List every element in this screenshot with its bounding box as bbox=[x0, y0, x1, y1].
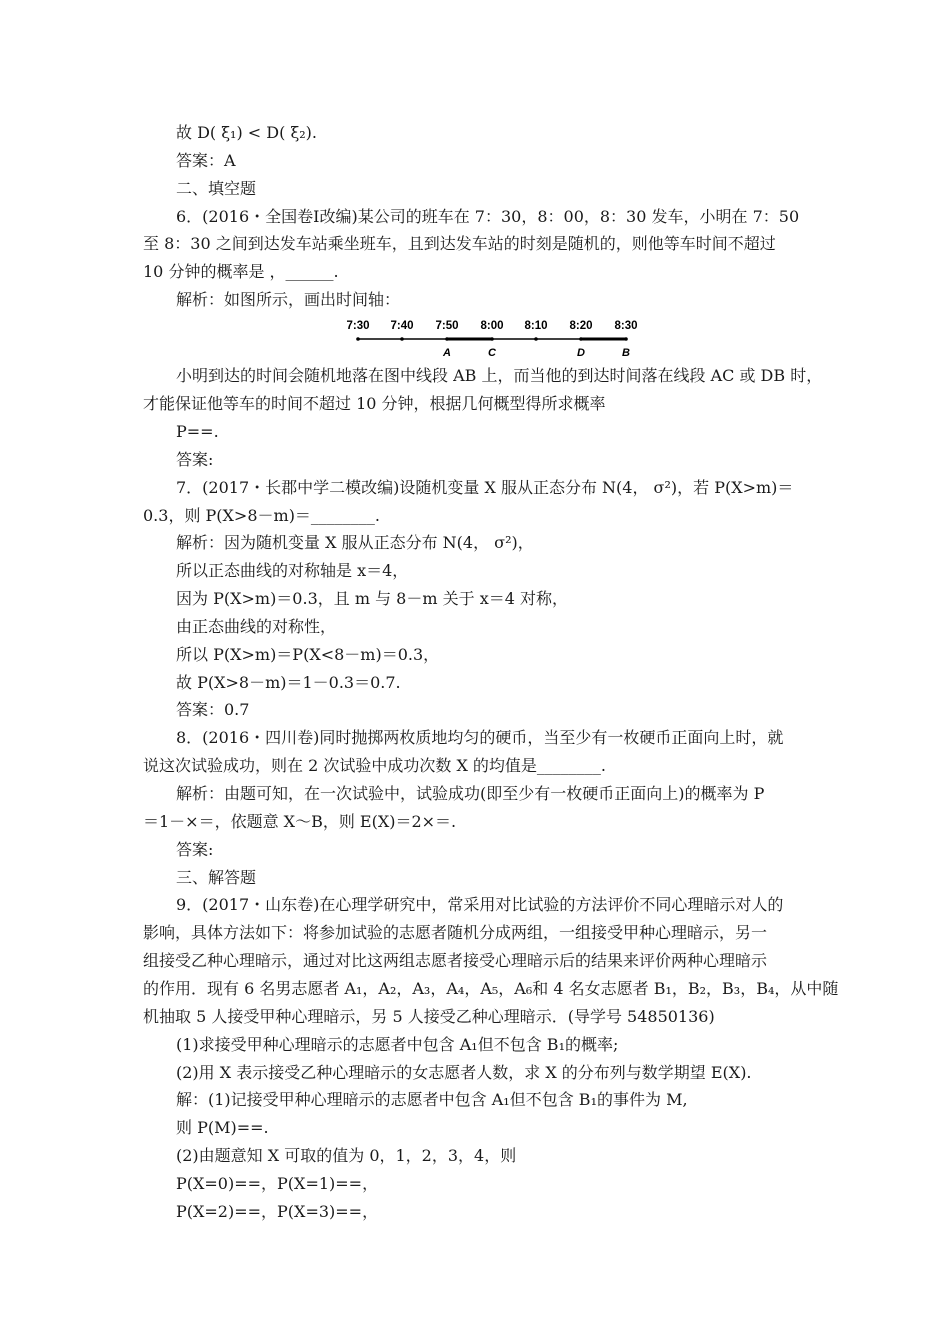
text-line: 小明到达的时间会随机地落在图中线段 AB 上，而当他的到达时间落在线段 AC 或 DB 时， bbox=[176, 366, 823, 385]
text-line: 6．(2016・全国卷Ⅰ改编)某公司的班车在 7：30，8：00，8：30 发车，小明在 7：50 bbox=[176, 207, 800, 226]
text-line: 说这次试验成功，则在 2 次试验中成功次数 X 的均值是________. bbox=[143, 756, 607, 775]
text-line: 才能保证他等车的时间不超过 10 分钟，根据几何概型得所求概率 bbox=[143, 394, 606, 413]
text-line: ＝1－×＝，依题意 X～B，则 E(X)＝2×＝. bbox=[143, 812, 457, 831]
text-line: 解析：由题可知，在一次试验中，试验成功(即至少有一枚硬币正面向上)的概率为 P bbox=[176, 784, 765, 803]
point-label-b: B bbox=[622, 347, 630, 359]
text-line: 答案：A bbox=[176, 151, 236, 170]
time-label: 8:00 bbox=[480, 320, 504, 332]
text-line: (2)用 X 表示接受乙种心理暗示的女志愿者人数，求 X 的分布列与数学期望 E(X). bbox=[176, 1063, 752, 1082]
text-line: P(X=0)==，P(X=1)==， bbox=[176, 1174, 379, 1193]
text-line: 9．(2017・山东卷)在心理学研究中，常采用对比试验的方法评价不同心理暗示对人的 bbox=[176, 895, 784, 914]
section-heading: 二、填空题 bbox=[176, 179, 257, 198]
text-line: 至 8：30 之间到达发车站乘坐班车，且到达发车站的时刻是随机的，则他等车时间不超过 bbox=[143, 234, 776, 253]
point-label-a: A bbox=[443, 347, 451, 359]
time-label: 7:40 bbox=[390, 320, 414, 332]
text-line: 所以正态曲线的对称轴是 x＝4， bbox=[176, 561, 409, 580]
tick-dot bbox=[400, 337, 404, 341]
time-axis-figure bbox=[340, 316, 650, 362]
text-line: 则 P(M)==. bbox=[176, 1118, 269, 1137]
text-line: 机抽取 5 人接受甲种心理暗示，另 5 人接受乙种心理暗示．(导学号 54850136) bbox=[143, 1007, 715, 1026]
text-line: 组接受乙种心理暗示，通过对比这两组志愿者接受心理暗示后的结果来评价两种心理暗示 bbox=[143, 951, 768, 970]
tick-dot bbox=[534, 337, 538, 341]
time-label: 7:50 bbox=[435, 320, 459, 332]
text-line: P==. bbox=[176, 422, 219, 441]
text-line: P(X=2)==，P(X=3)==， bbox=[176, 1202, 379, 1221]
time-label: 8:20 bbox=[569, 320, 593, 332]
text-line: (2)由题意知 X 可取的值为 0，1，2，3，4，则 bbox=[176, 1146, 517, 1165]
section-heading: 三、解答题 bbox=[176, 868, 257, 887]
text-line: 故 D( ξ₁) < D( ξ₂). bbox=[176, 123, 318, 142]
text-line: 8．(2016・四川卷)同时抛掷两枚质地均匀的硬币，当至少有一枚硬币正面向上时，就 bbox=[176, 728, 784, 747]
tick-dot bbox=[490, 337, 494, 341]
time-label: 7:30 bbox=[346, 320, 370, 332]
text-line: 答案: bbox=[176, 840, 214, 859]
tick-dot bbox=[445, 337, 449, 341]
text-line: 的作用．现有 6 名男志愿者 A₁，A₂，A₃，A₄，A₅，A₆和 4 名女志愿者 B₁，B₂，B₃，B₄，从中随 bbox=[143, 979, 839, 998]
text-line: (1)求接受甲种心理暗示的志愿者中包含 A₁但不包含 B₁的概率; bbox=[176, 1035, 619, 1054]
text-line: 7．(2017・长郡中学二模改编)设随机变量 X 服从正态分布 N(4， σ²)，若 P(X>m)＝ bbox=[176, 478, 794, 497]
tick-dot bbox=[579, 337, 583, 341]
text-line: 因为 P(X>m)＝0.3，且 m 与 8－m 关于 x＝4 对称， bbox=[176, 589, 568, 608]
text-line: 影响，具体方法如下：将参加试验的志愿者随机分成两组，一组接受甲种心理暗示，另一 bbox=[143, 923, 768, 942]
text-line: 答案：0.7 bbox=[176, 700, 250, 719]
point-label-c: C bbox=[488, 347, 496, 359]
point-label-d: D bbox=[577, 347, 585, 359]
text-line: 故 P(X>8－m)＝1－0.3＝0.7. bbox=[176, 673, 401, 692]
text-line: 解析：如图所示，画出时间轴： bbox=[176, 290, 401, 309]
time-label: 8:30 bbox=[614, 320, 638, 332]
time-label: 8:10 bbox=[524, 320, 548, 332]
text-line: 由正态曲线的对称性， bbox=[176, 617, 337, 636]
text-line: 10 分钟的概率是 ，______. bbox=[143, 262, 339, 281]
text-line: 解析：因为随机变量 X 服从正态分布 N(4， σ²)， bbox=[176, 533, 534, 552]
text-line: 0.3，则 P(X>8－m)＝________. bbox=[143, 506, 381, 525]
text-line: 解：(1)记接受甲种心理暗示的志愿者中包含 A₁但不包含 B₁的事件为 M, bbox=[176, 1090, 688, 1109]
text-line: 答案: bbox=[176, 450, 214, 469]
tick-dot bbox=[356, 337, 360, 341]
text-line: 所以 P(X>m)＝P(X<8－m)＝0.3， bbox=[176, 645, 440, 664]
tick-dot bbox=[624, 337, 628, 341]
